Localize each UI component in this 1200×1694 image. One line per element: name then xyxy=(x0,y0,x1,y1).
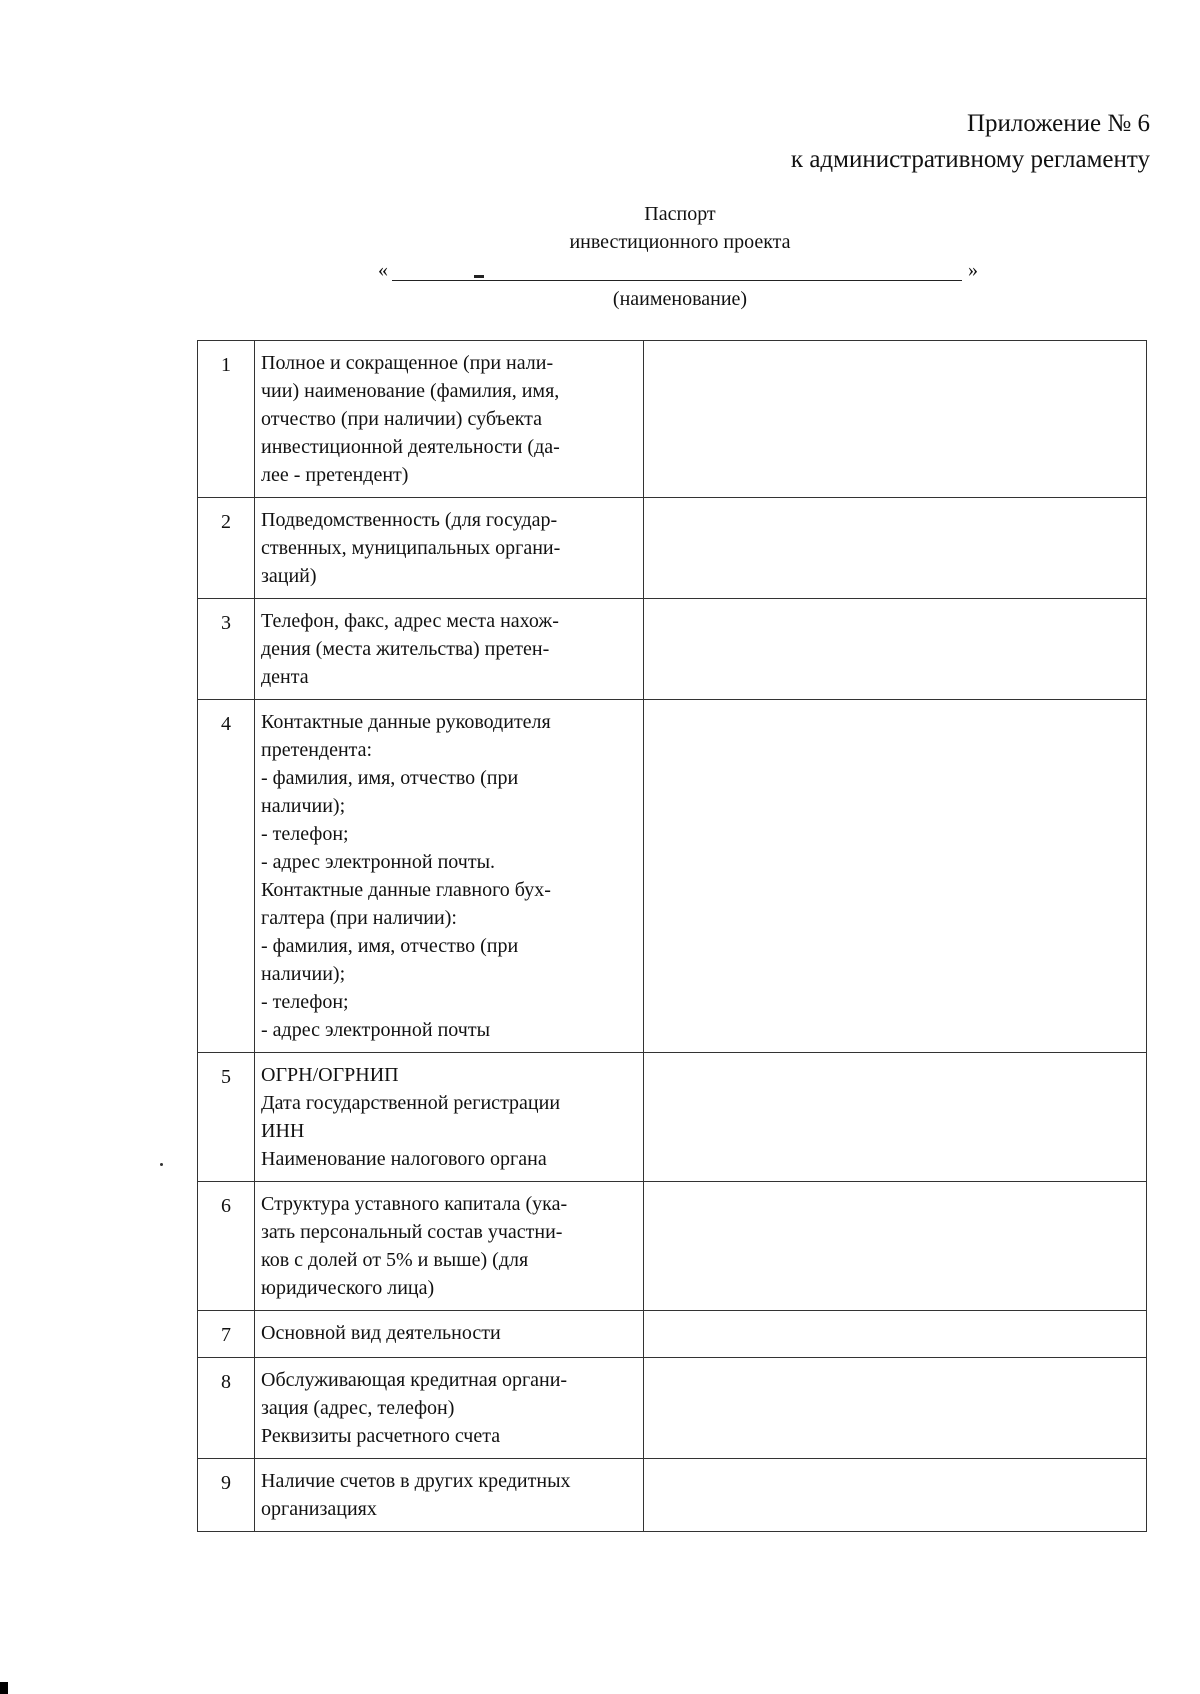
passport-table-body xyxy=(198,341,1147,1532)
row-label-line: Подведомственность (для государ- xyxy=(261,509,558,531)
quote-close: » xyxy=(968,259,978,281)
row-value-cell[interactable] xyxy=(644,1311,1147,1358)
table-row xyxy=(198,1053,1147,1182)
row-value-cell[interactable] xyxy=(644,1053,1147,1182)
table-row xyxy=(198,700,1147,1053)
row-label xyxy=(255,599,644,700)
row-label-line: Наличие счетов в других кредитных xyxy=(261,1470,571,1492)
row-label xyxy=(255,1358,644,1459)
row-label-line: юридического лица) xyxy=(261,1277,435,1299)
row-label-line: дения (места жительства) претен- xyxy=(261,638,550,660)
row-label-line: наличии); xyxy=(261,963,346,985)
row-value-cell[interactable] xyxy=(644,341,1147,498)
row-label-line: зация (адрес, телефон) xyxy=(261,1397,455,1419)
row-label-line: претендента: xyxy=(261,739,373,761)
row-label xyxy=(255,1182,644,1311)
row-number: 4 xyxy=(198,700,255,1053)
table-row xyxy=(198,1311,1147,1358)
row-number: 2 xyxy=(198,498,255,599)
row-label-line: - телефон; xyxy=(261,991,349,1013)
row-value-cell[interactable] xyxy=(644,599,1147,700)
scan-corner-mark xyxy=(0,1682,8,1694)
row-label-line: - адрес электронной почты. xyxy=(261,851,496,873)
dash-mark xyxy=(474,275,484,278)
row-label xyxy=(255,1459,644,1532)
name-caption: (наименование) xyxy=(612,288,748,310)
row-number: 7 xyxy=(198,1311,255,1358)
appendix-reference: к административному регламенту xyxy=(790,146,1150,173)
row-value-cell[interactable] xyxy=(644,1459,1147,1532)
row-number: 8 xyxy=(198,1358,255,1459)
row-label-line: дента xyxy=(261,666,309,688)
row-value-cell[interactable] xyxy=(644,1182,1147,1311)
row-label xyxy=(255,700,644,1053)
table-row xyxy=(198,599,1147,700)
row-label-line: инвестиционной деятельности (да- xyxy=(261,436,560,458)
row-label xyxy=(255,341,644,498)
row-number: 1 xyxy=(198,341,255,498)
row-label-line: ственных, муниципальных органи- xyxy=(261,537,561,559)
row-label-line: ков с долей от 5% и выше) (для xyxy=(261,1249,529,1271)
scan-dot xyxy=(160,1163,163,1166)
row-label-line: Основной вид деятельности xyxy=(261,1322,501,1344)
row-label-line: чии) наименование (фамилия, имя, xyxy=(261,380,560,402)
row-label-line: Обслуживающая кредитная органи- xyxy=(261,1369,568,1391)
row-label-line: - телефон; xyxy=(261,823,349,845)
table-row xyxy=(198,341,1147,498)
row-label-line: Наименование налогового органа xyxy=(261,1148,547,1170)
appendix-header xyxy=(791,106,1150,178)
row-label xyxy=(255,498,644,599)
row-label-line: Дата государственной регистрации xyxy=(261,1092,561,1114)
table-row xyxy=(198,498,1147,599)
quote-open: « xyxy=(378,259,388,281)
row-label-line: - фамилия, имя, отчество (при xyxy=(261,767,519,789)
row-label-line: заций) xyxy=(261,565,317,587)
row-label xyxy=(255,1053,644,1182)
row-label-line: - адрес электронной почты xyxy=(261,1019,491,1041)
row-label-line: Реквизиты расчетного счета xyxy=(261,1425,501,1447)
row-label-line: лее - претендент) xyxy=(261,464,409,486)
row-label-line: зать персональный состав участни- xyxy=(261,1221,563,1243)
table-row xyxy=(198,1358,1147,1459)
project-name-field[interactable] xyxy=(378,259,978,287)
row-number: 6 xyxy=(198,1182,255,1311)
row-label-line: Контактные данные руководителя xyxy=(261,711,551,733)
row-label-line: ОГРН/ОГРНИП xyxy=(261,1064,399,1086)
row-label-line: Структура уставного капитала (ука- xyxy=(261,1193,568,1215)
table-row xyxy=(198,1459,1147,1532)
passport-table xyxy=(197,340,1147,1532)
row-value-cell[interactable] xyxy=(644,498,1147,599)
table-row xyxy=(198,1182,1147,1311)
row-value-cell[interactable] xyxy=(644,1358,1147,1459)
row-label xyxy=(255,1311,644,1358)
row-label-line: Телефон, факс, адрес места нахож- xyxy=(261,610,559,632)
document-title xyxy=(380,200,980,256)
row-label-line: наличии); xyxy=(261,795,346,817)
row-number: 3 xyxy=(198,599,255,700)
appendix-number: Приложение № 6 xyxy=(966,110,1150,137)
row-label-line: - фамилия, имя, отчество (при xyxy=(261,935,519,957)
project-name-underline xyxy=(392,280,962,281)
row-label-line: Контактные данные главного бух- xyxy=(261,879,551,901)
title-line-2: инвестиционного проекта xyxy=(569,231,791,253)
row-label-line: галтера (при наличии): xyxy=(261,907,457,929)
row-label-line: ИНН xyxy=(261,1120,305,1142)
row-label-line: отчество (при наличии) субъекта xyxy=(261,408,543,430)
row-value-cell[interactable] xyxy=(644,700,1147,1053)
row-label-line: организациях xyxy=(261,1498,377,1520)
row-number: 9 xyxy=(198,1459,255,1532)
row-label-line: Полное и сокращенное (при нали- xyxy=(261,352,554,374)
row-number: 5 xyxy=(198,1053,255,1182)
title-line-1: Паспорт xyxy=(644,203,716,225)
